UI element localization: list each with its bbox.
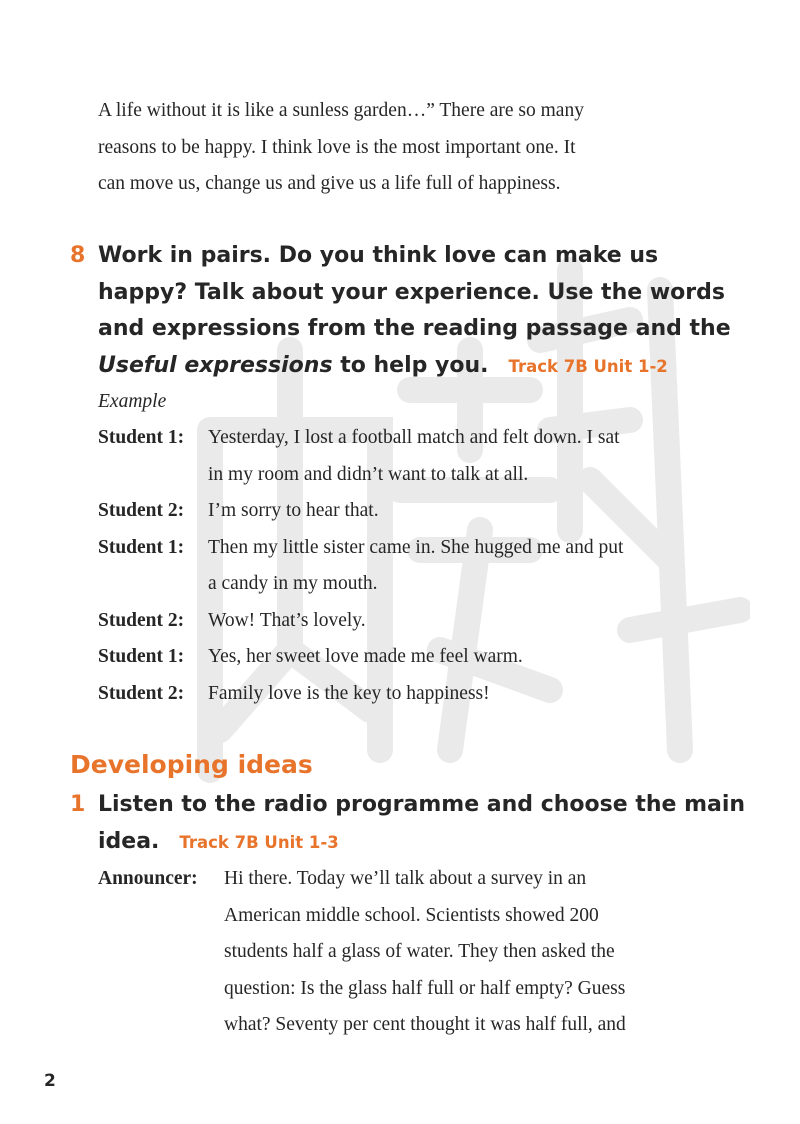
section-heading: Developing ideas <box>70 750 313 779</box>
dialogue-line: Then my little sister came in. She hugged me and put <box>208 536 624 558</box>
dialogue-text <box>208 493 758 530</box>
dialogue-text <box>208 676 758 713</box>
speaker-label: Student 1: <box>98 536 185 558</box>
speaker-label: Student 2: <box>98 609 185 631</box>
intro-line: reasons to be happy. I think love is the most important one. It <box>98 136 576 158</box>
speaker-label: Student 1: <box>98 646 185 667</box>
example-dialogue <box>98 420 758 712</box>
dialogue-line: Family love is the key to happiness! <box>208 682 490 704</box>
task-instruction-line: happy? Talk about your experience. Use the words <box>98 279 725 305</box>
task-instruction-line: Listen to the radio programme and choose the main <box>98 792 746 817</box>
task-instruction-line <box>98 348 731 386</box>
dialogue-line: Yesterday, I lost a football match and felt down. I sat <box>208 427 620 448</box>
dialogue-text <box>224 861 758 1044</box>
intro-paragraph <box>98 93 738 203</box>
task-8 <box>70 238 731 385</box>
task-instruction-line: and expressions from the reading passage and the <box>98 316 731 341</box>
dialogue-line: students half a glass of water. They then asked the <box>224 941 615 962</box>
dialogue-turn <box>98 639 758 676</box>
intro-line: A life without it is like a sunless garden…” There are so many <box>98 100 584 121</box>
dialogue-turn <box>98 603 758 640</box>
speaker-label: Student 2: <box>98 682 185 704</box>
dialogue-text <box>208 530 758 603</box>
useful-expressions-ref: Useful expressions <box>98 352 333 378</box>
page-number: 2 <box>44 1071 56 1091</box>
task-1 <box>70 787 746 861</box>
dialogue-line: Hi there. Today we’ll talk about a survey in an <box>224 868 587 889</box>
dialogue-line: what? Seventy per cent thought it was half full, and <box>224 1014 626 1035</box>
dialogue-line: Yes, her sweet love made me feel warm. <box>208 646 523 667</box>
task-number: 1 <box>70 792 86 817</box>
dialogue-turn <box>98 493 758 530</box>
example-label: Example <box>98 391 167 412</box>
intro-line: can move us, change us and give us a life full of happiness. <box>98 173 561 194</box>
speaker-label: Announcer: <box>98 868 198 889</box>
dialogue-text <box>208 420 758 493</box>
speaker-label: Student 2: <box>98 500 185 521</box>
task-instruction-rest: idea. <box>98 828 160 854</box>
dialogue-turn <box>98 861 758 1044</box>
speaker-label: Student 1: <box>98 427 185 448</box>
dialogue-text <box>208 603 758 640</box>
track-reference[interactable]: Track 7B Unit 1-3 <box>179 832 339 852</box>
dialogue-turn <box>98 676 758 713</box>
dialogue-line: Wow! That’s lovely. <box>208 609 366 631</box>
task-number: 8 <box>70 243 86 268</box>
dialogue-line: in my room and didn’t want to talk at all. <box>208 463 529 485</box>
task-instruction-rest: to help you. <box>332 352 489 378</box>
dialogue-line: question: Is the glass half full or half empty? Guess <box>224 977 626 999</box>
task-instruction-line <box>98 824 745 862</box>
dialogue-turn <box>98 530 758 603</box>
dialogue-turn <box>98 420 758 493</box>
radio-transcript <box>98 861 758 1044</box>
dialogue-line: I’m sorry to hear that. <box>208 500 379 521</box>
track-reference[interactable]: Track 7B Unit 1-2 <box>508 356 668 376</box>
dialogue-line: a candy in my mouth. <box>208 573 378 594</box>
dialogue-line: American middle school. Scientists showed 200 <box>224 904 599 926</box>
task-instruction-line: Work in pairs. Do you think love can make us <box>98 243 659 268</box>
dialogue-text <box>208 639 758 676</box>
